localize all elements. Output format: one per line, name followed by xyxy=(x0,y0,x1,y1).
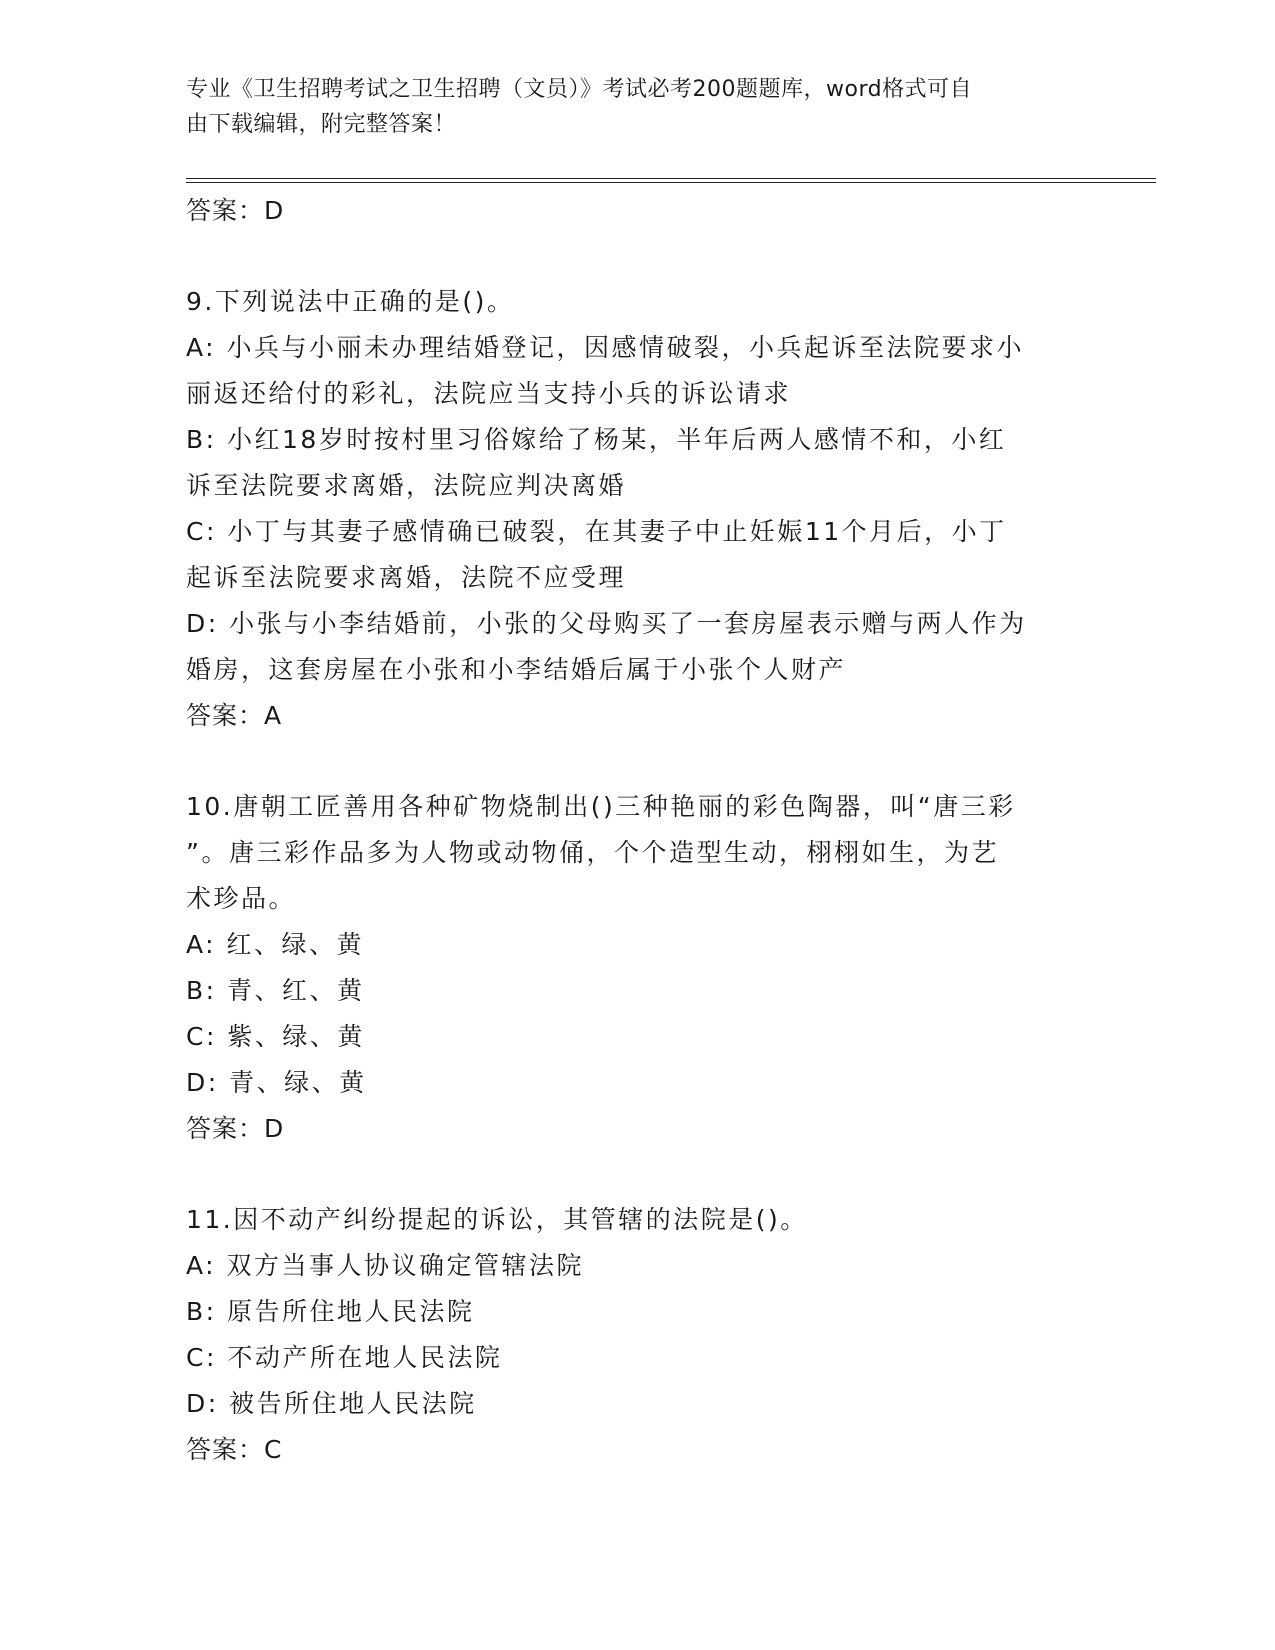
header-line-2: 由下载编辑，附完整答案！ xyxy=(186,112,457,137)
option-d-line-2: 婚房，这套房屋在小张和小李结婚后属于小张个人财产 xyxy=(186,655,847,684)
question-list xyxy=(186,188,1076,1473)
answer-prev: 答案：D xyxy=(186,196,285,225)
question-stem-line-2: ”。唐三彩作品多为人物或动物俑，个个造型生动，栩栩如生，为艺 xyxy=(186,838,999,867)
question-stem-line-1: 10.唐朝工匠善用各种矿物烧制出()三种艳丽的彩色陶器，叫“唐三彩 xyxy=(186,792,1016,821)
option-a-line-2: 丽返还给付的彩礼，法院应当支持小兵的诉讼请求 xyxy=(186,379,792,408)
option-b-line-1: B: 小红18岁时按村里习俗嫁给了杨某，半年后两人感情不和，小红 xyxy=(186,425,1007,454)
option-b-line-2: 诉至法院要求离婚，法院应判决离婚 xyxy=(186,471,627,500)
question-11 xyxy=(186,1197,1076,1473)
option-c-line-1: C: 小丁与其妻子感情确已破裂，在其妻子中止妊娠11个月后，小丁 xyxy=(186,517,1007,546)
question-stem: 11.因不动产纠纷提起的诉讼，其管辖的法院是()。 xyxy=(186,1205,808,1234)
option-a: A: 红、绿、黄 xyxy=(186,930,365,959)
header-divider-bottom xyxy=(186,182,1156,183)
question-10 xyxy=(186,784,1076,1152)
answer-10: 答案：D xyxy=(186,1114,285,1143)
option-d-line-1: D: 小张与小李结婚前，小张的父母购买了一套房屋表示赠与两人作为 xyxy=(186,609,1027,638)
question-stem: 9.下列说法中正确的是()。 xyxy=(186,287,515,316)
answer-9: 答案：A xyxy=(186,701,283,730)
document-header xyxy=(186,72,1076,142)
answer-11: 答案：C xyxy=(186,1435,283,1464)
option-b: B: 原告所住地人民法院 xyxy=(186,1297,475,1326)
option-c: C: 紫、绿、黄 xyxy=(186,1022,365,1051)
header-divider-top xyxy=(186,178,1156,179)
header-line-1: 专业《卫生招聘考试之卫生招聘（文员）》考试必考200题题库，word格式可自 xyxy=(186,77,973,102)
option-b: B: 青、红、黄 xyxy=(186,976,365,1005)
option-a: A: 双方当事人协议确定管辖法院 xyxy=(186,1251,585,1280)
option-d: D: 青、绿、黄 xyxy=(186,1068,367,1097)
option-c-line-2: 起诉至法院要求离婚，法院不应受理 xyxy=(186,563,627,592)
question-9 xyxy=(186,279,1076,739)
option-d: D: 被告所住地人民法院 xyxy=(186,1389,477,1418)
option-a-line-1: A: 小兵与小丽未办理结婚登记，因感情破裂，小兵起诉至法院要求小 xyxy=(186,333,1025,362)
option-c: C: 不动产所在地人民法院 xyxy=(186,1343,503,1372)
question-stem-line-3: 术珍品。 xyxy=(186,884,297,913)
